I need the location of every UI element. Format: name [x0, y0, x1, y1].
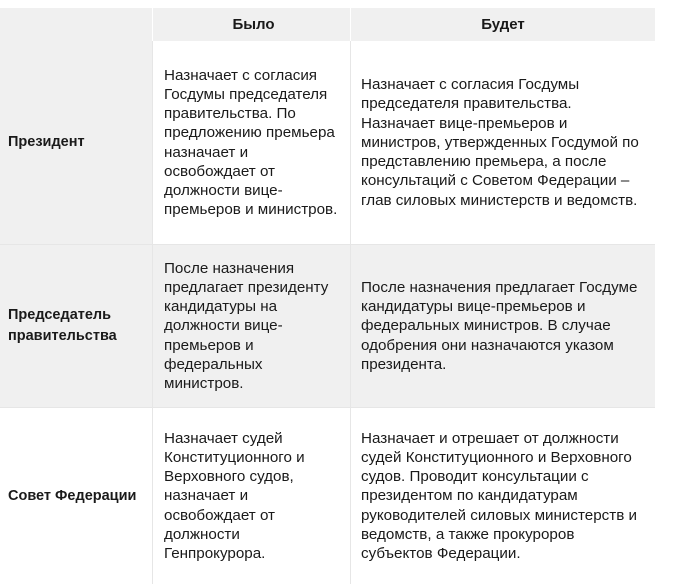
header-before: Было [153, 8, 351, 41]
header-empty-cell [0, 8, 153, 41]
cell-president-after: Назначает с согласия Госдумы председателя правительства. Назначает вице-премьеров и министров, утвержденных Госдумой по представлению премьера, а после консультаций с Советом Федерации – глав силовых министерств и ведомств. [351, 41, 655, 244]
cell-prime-minister-after: После назначения предлагает Госдуме кандидатуры вице-премьеров и федеральных министров. В случае одобрения они назначаются указом президента. [351, 244, 655, 407]
comparison-table [0, 8, 655, 584]
cell-federation-council-before: Назначает судей Конституционного и Верховного судов, назначает и освобождает от должности Генпрокурора. [153, 407, 351, 584]
row-label-prime-minister: Председатель правительства [0, 244, 153, 407]
row-label-president: Президент [0, 41, 153, 244]
cell-federation-council-after: Назначает и отрешает от должности судей Конституционного и Верховного судов. Проводит консультации с президентом по кандидатурам руководителей силовых министерств и ведомств, а также прокуроров субъектов Федерации. [351, 407, 655, 584]
row-label-federation-council: Совет Федерации [0, 407, 153, 584]
cell-prime-minister-before: После назначения предлагает президенту кандидатуры на должности вице-премьеров и федеральных министров. [153, 244, 351, 407]
cell-president-before: Назначает с согласия Госдумы председателя правительства. По предложению премьера назначает и освобождает от должности вице-премьеров и министров. [153, 41, 351, 244]
header-after: Будет [351, 8, 655, 41]
